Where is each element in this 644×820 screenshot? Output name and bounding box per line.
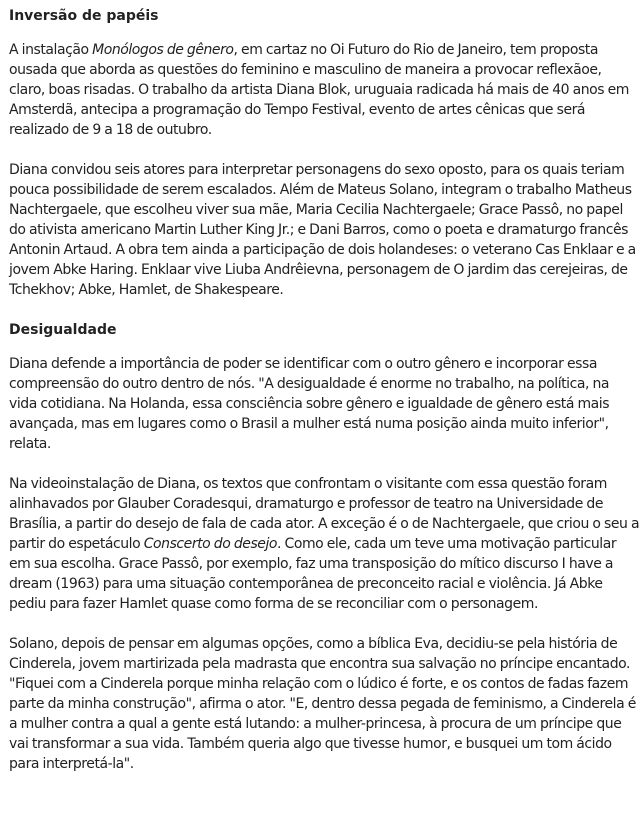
- paragraph-solano: Solano, depois de pensar em algumas opções, como a bíblica Eva, decidiu-se pela história de Cinderela, jovem martirizada pela madrasta que encontra sua salvação no príncipe encantado. "Fiquei com a Cinderela porque minha relação com o lúdico é forte, e os contos de fadas fazem parte da minha construção", afirma o ator. "E, dentro dessa pegada de feminismo, a Cinderela é a mulher contra a qual a gente está lutando: a mulher-princesa, à procura de um príncipe que vai transformar a sua vida. Também queria algo que tivesse humor, e busquei um tom ácido para interpretá-la".: [9, 636, 636, 772]
- paragraph-identification: Diana defende a importância de poder se identificar com o outro gênero e incorporar essa compreensão do outro dentro de nós. "A desigualdade é enorme no trabalho, na política, na vida cotidiana. Na Holanda, essa consciência sobre gênero e igualdade de gênero está mais avançada, mas em lugares como o Brasil a mulher está numa posição ainda muito inferior", relata.: [9, 356, 610, 452]
- paragraph-videoinstalacao-text-b: . Como ele, cada um teve uma motivação particular em sua escolha. Grace Passô, por exemplo, faz uma transposição do mítico discurso I have a dream (1963) para uma situação contemporânea de preconceito racial e violência. Já Abke pediu para fazer Hamlet quase como forma de se reconciliar com o personagem.: [9, 536, 617, 612]
- paragraph-videoinstalacao-text-a: Na videoinstalação de Diana, os textos que confrontam o visitante com essa questão foram alinhavados por Glauber Coradesqui, dramaturgo e professor de teatro na Universidade de Brasília, a partir do desejo de fala de cada ator. A exceção é o de Nachtergaele, que criou o seu a partir do espetáculo: [9, 476, 640, 552]
- paragraph-intro: [9, 40, 640, 140]
- paragraph-cast: Diana convidou seis atores para interpretar personagens do sexo oposto, para os quais teriam pouca possibilidade de serem escalados. Além de Mateus Solano, integram o trabalho Matheus Nachtergaele, que escolheu viver sua mãe, Maria Cecilia Nachtergaele; Grace Passô, no papel do ativista americano Martin Luther King Jr.; e Dani Barros, como o poeta e dramaturgo francês Antonin Artaud. A obra tem ainda a participação de dois holandeses: o veterano Cas Enklaar e a jovem Abke Haring. Enklaar vive Liuba Andrêievna, personagem de O jardim das cerejeiras, de Tchekhov; Abke, Hamlet, de Shakespeare.: [9, 162, 636, 298]
- installation-title: Monólogos de gênero: [92, 42, 234, 58]
- section-heading-desigualdade: Desigualdade: [9, 322, 117, 338]
- paragraph-intro-text-a: A instalação: [9, 42, 93, 58]
- section-heading-inversao: Inversão de papéis: [9, 8, 159, 24]
- paragraph-videoinstalacao: [9, 474, 640, 614]
- show-title: Conscerto do desejo: [143, 536, 278, 552]
- paragraph-intro-text-b: , em cartaz no Oi Futuro do Rio de Janeiro, tem proposta ousada que aborda as questões do feminino e masculino de maneira a provocar reflexãoe, claro, boas risadas. O trabalho da artista Diana Blok, uruguaia radicada há mais de 40 anos em Amsterdã, antecipa a programação do Tempo Festival, evento de artes cênicas que será realizado de 9 a 18 de outubro.: [9, 42, 629, 138]
